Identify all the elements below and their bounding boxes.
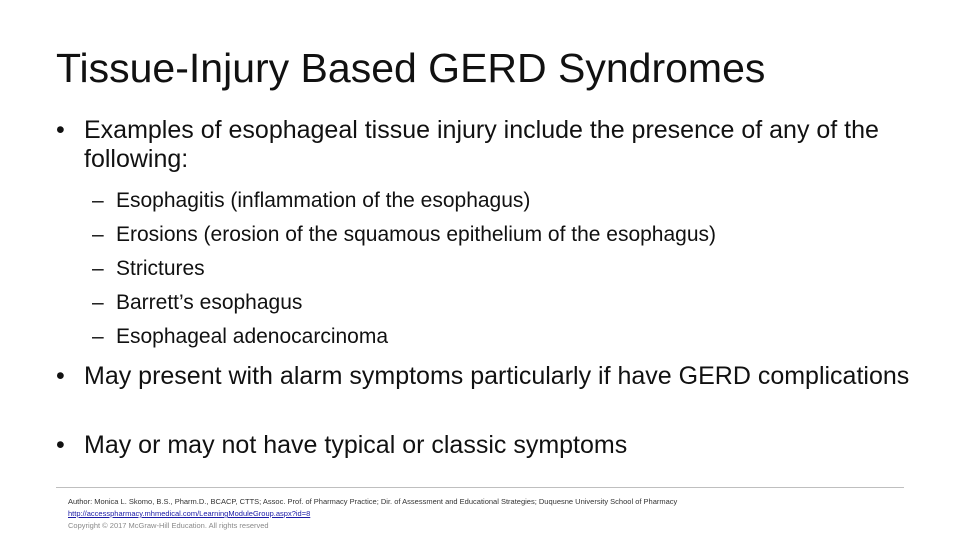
sub-item-text: Barrett’s esophagus	[116, 291, 303, 314]
dash-icon: –	[92, 291, 104, 314]
bullet-text: May present with alarm symptoms particularly if have GERD complications	[84, 362, 910, 390]
sub-item-text: Strictures	[116, 257, 205, 280]
bullet-icon: •	[56, 362, 65, 390]
dash-icon: –	[92, 223, 104, 246]
footer	[68, 496, 677, 532]
sub-item-text: Erosions (erosion of the squamous epithelium of the esophagus)	[116, 223, 717, 246]
sub-item	[92, 218, 716, 252]
bullet-item	[56, 362, 944, 391]
sub-item	[92, 252, 716, 286]
bullet-text: May or may not have typical or classic symptoms	[84, 431, 628, 459]
slide-title: Tissue-Injury Based GERD Syndromes	[56, 45, 766, 91]
bullet-icon: •	[56, 431, 65, 459]
dash-icon: –	[92, 257, 104, 280]
sub-item-text: Esophageal adenocarcinoma	[116, 325, 389, 348]
sub-item	[92, 320, 716, 354]
dash-icon: –	[92, 189, 104, 212]
footer-link[interactable]: http://accesspharmacy.mhmedical.com/LearningModuleGroup.aspx?id=8	[68, 509, 311, 518]
sub-list	[92, 184, 716, 354]
footer-copyright: Copyright © 2017 McGraw-Hill Education. All rights reserved	[68, 521, 269, 530]
sub-item	[92, 184, 716, 218]
bullet-icon: •	[56, 116, 65, 144]
bullet-item	[56, 116, 944, 174]
footer-divider	[56, 487, 904, 488]
dash-icon: –	[92, 325, 104, 348]
bullet-text: Examples of esophageal tissue injury include the presence of any of the following:	[84, 116, 879, 173]
bullet-item	[56, 431, 944, 460]
sub-item-text: Esophagitis (inflammation of the esophagus)	[116, 189, 531, 212]
sub-item	[92, 286, 716, 320]
footer-author: Author: Monica L. Skomo, B.S., Pharm.D., BCACP, CTTS; Assoc. Prof. of Pharmacy Practice; Dir. of Assessment and Educational Strategies; Duquesne University School of Pharmacy	[68, 497, 678, 506]
